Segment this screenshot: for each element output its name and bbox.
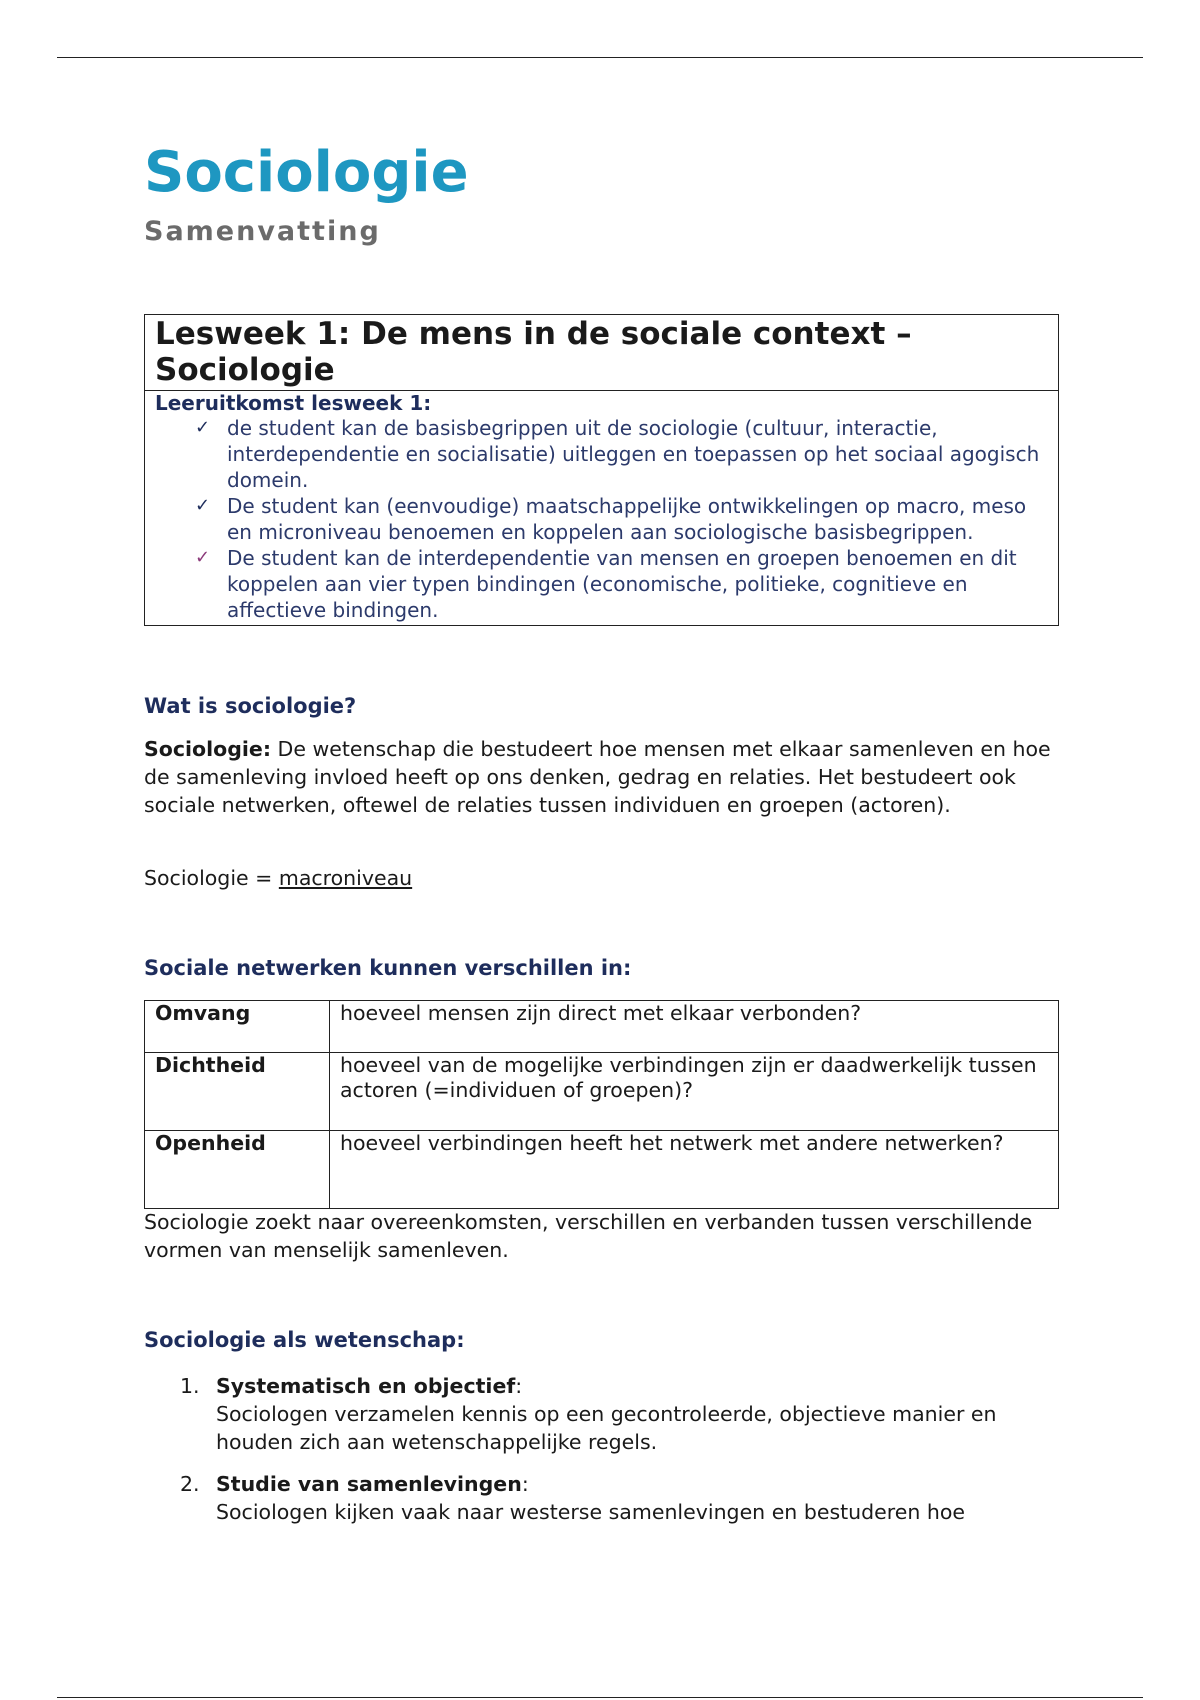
learning-outcomes-list xyxy=(155,415,1048,623)
list-item-title: Studie van samenlevingen xyxy=(216,1472,522,1496)
learning-outcome-item xyxy=(195,493,1048,545)
checkmark-icon: ✓ xyxy=(195,547,211,568)
page-top-rule xyxy=(57,57,1143,58)
checkmark-icon: ✓ xyxy=(195,495,211,516)
list-item-text: Sociologen kijken vaak naar westerse samenlevingen en bestuderen hoe xyxy=(216,1500,966,1524)
table-row xyxy=(145,1131,1059,1209)
section-heading-sociologie-als-wetenschap: Sociologie als wetenschap: xyxy=(144,1328,465,1352)
table-description-cell: hoeveel mensen zijn direct met elkaar verbonden? xyxy=(330,1001,1059,1053)
table-row xyxy=(145,1053,1059,1131)
network-table xyxy=(144,1000,1059,1209)
learning-outcome-item xyxy=(195,415,1048,493)
table-description-cell: hoeveel verbindingen heeft het netwerk met andere netwerken? xyxy=(330,1131,1059,1209)
lesweek-header: Lesweek 1: De mens in de sociale context – Sociologie xyxy=(145,315,1058,391)
learning-outcome-text: de student kan de basisbegrippen uit de sociologie (cultuur, interactie, interdependentie en socialisatie) uitleggen en toepassen op het sociaal agogisch domein. xyxy=(227,416,1040,492)
learning-outcomes xyxy=(145,391,1058,625)
page-bottom-rule xyxy=(57,1697,1143,1698)
learning-outcomes-heading: Leeruitkomst lesweek 1: xyxy=(155,391,432,415)
document-subtitle: Samenvatting xyxy=(144,216,381,247)
list-item xyxy=(180,1470,1060,1526)
checkmark-icon: ✓ xyxy=(195,417,211,438)
list-item-title-suffix: : xyxy=(515,1374,523,1398)
list-item-number: 1. xyxy=(180,1374,200,1398)
definition-paragraph xyxy=(144,735,1059,819)
learning-outcome-text: De student kan (eenvoudige) maatschappelijke ontwikkelingen op macro, meso en microniveau benoemen en koppelen aan sociologische basisbegrippen. xyxy=(227,494,1027,544)
table-term-cell: Omvang xyxy=(145,1001,330,1053)
table-description-cell: hoeveel van de mogelijke verbindingen zijn er daadwerkelijk tussen actoren (=individuen of groepen)? xyxy=(330,1053,1059,1131)
definition-term: Sociologie: xyxy=(144,737,272,761)
level-prefix: Sociologie = xyxy=(144,866,279,890)
section-heading-sociale-netwerken: Sociale netwerken kunnen verschillen in: xyxy=(144,956,632,980)
list-item xyxy=(180,1372,1060,1456)
level-value: macroniveau xyxy=(278,866,413,890)
table-term-cell: Dichtheid xyxy=(145,1053,330,1131)
level-paragraph xyxy=(144,864,1059,892)
document-title: Sociologie xyxy=(144,140,469,205)
table-row xyxy=(145,1001,1059,1053)
table-term-cell: Openheid xyxy=(145,1131,330,1209)
list-item-title-suffix: : xyxy=(521,1472,529,1496)
learning-outcome-text: De student kan de interdependentie van mensen en groepen benoemen en dit koppelen aan vier typen bindingen (economische, politieke, cognitieve en affectieve bindingen. xyxy=(227,546,1017,622)
lesweek-box xyxy=(144,314,1059,626)
section-heading-wat-is-sociologie: Wat is sociologie? xyxy=(144,694,357,718)
science-characteristics-list xyxy=(180,1372,1060,1526)
list-item-text: Sociologen verzamelen kennis op een gecontroleerde, objectieve manier en houden zich aan wetenschappelijke regels. xyxy=(216,1402,997,1454)
definition-text: De wetenschap die bestudeert hoe mensen met elkaar samenleven en hoe de samenleving invloed heeft op ons denken, gedrag en relaties. Het bestudeert ook sociale netwerken, oftewel de relaties tussen individuen en groepen (actoren). xyxy=(144,737,1051,817)
list-item-title: Systematisch en objectief xyxy=(216,1374,516,1398)
networks-note: Sociologie zoekt naar overeenkomsten, verschillen en verbanden tussen verschillende vormen van menselijk samenleven. xyxy=(144,1210,1033,1262)
learning-outcome-item xyxy=(195,545,1048,623)
list-item-number: 2. xyxy=(180,1472,200,1496)
